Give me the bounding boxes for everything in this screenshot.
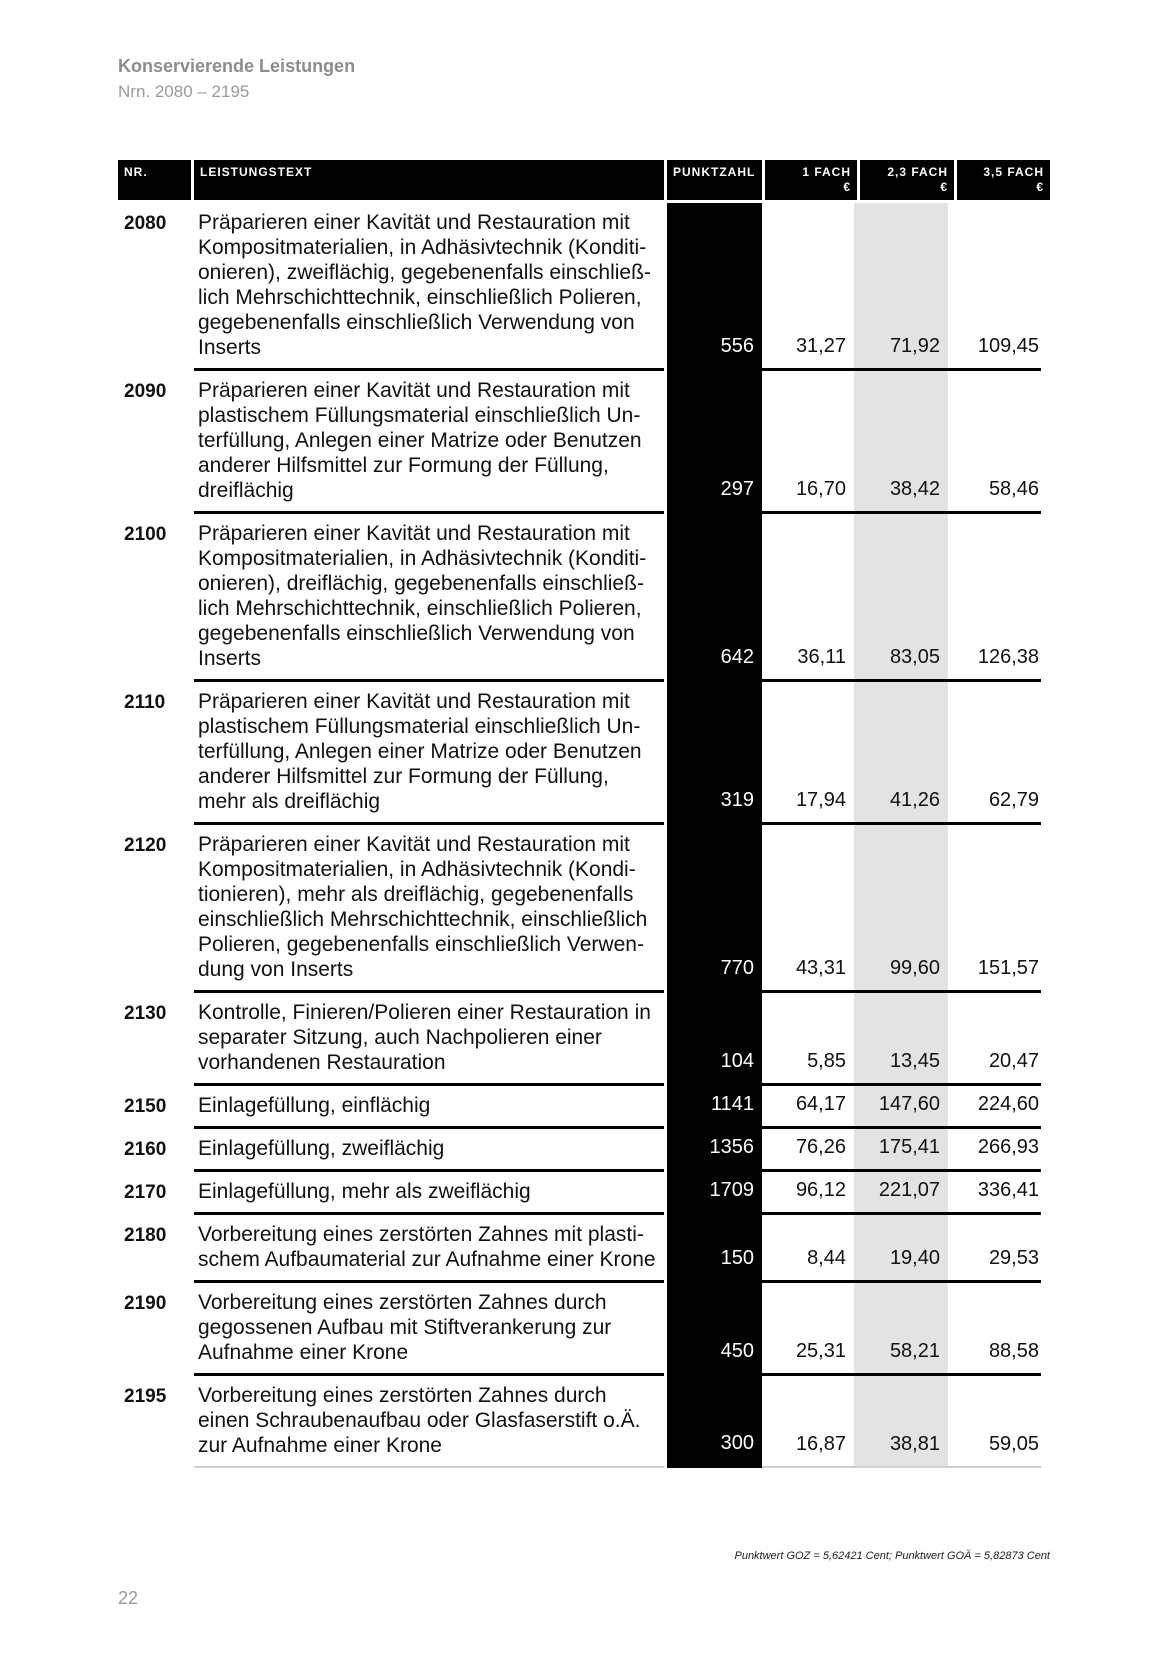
- row-nr: 2120: [124, 835, 167, 856]
- row-nr: 2150: [124, 1096, 167, 1117]
- row-1fach: 16,70: [762, 371, 854, 514]
- row-nr: 2080: [124, 213, 167, 234]
- table-row: [118, 1172, 1050, 1215]
- col-header-35fach-currency: €: [1036, 180, 1044, 194]
- row-35fach: 29,53: [948, 1215, 1041, 1283]
- row-23fach: 175,41: [854, 1129, 948, 1172]
- row-1fach: 16,87: [762, 1376, 854, 1468]
- section-title: Konservierende Leistungen: [118, 56, 356, 76]
- row-leistungstext: Einlagefüllung, zweiflächig: [194, 1129, 664, 1172]
- table-row: [118, 1283, 1050, 1376]
- row-35fach: 126,38: [948, 514, 1041, 682]
- row-1fach: 17,94: [762, 682, 854, 825]
- row-1fach: 43,31: [762, 825, 854, 993]
- row-23fach: 13,45: [854, 993, 948, 1086]
- section-subtitle: Nrn. 2080 – 2195: [118, 82, 250, 101]
- row-leistungstext: Vorbereitung eines zerstörten Zahnes durch gegossenen Aufbau mit Stiftverankerung zur Aufnahme einer Krone: [194, 1283, 664, 1376]
- table-header: [118, 160, 1050, 200]
- row-35fach: 109,45: [948, 203, 1041, 371]
- row-punktzahl: 1141: [667, 1086, 762, 1129]
- row-23fach: 38,81: [854, 1376, 948, 1468]
- col-header-punktzahl: PUNKTZAHL: [667, 160, 762, 200]
- table-row: [118, 1086, 1050, 1129]
- row-1fach: 36,11: [762, 514, 854, 682]
- row-leistungstext: Einlagefüllung, einflächig: [194, 1086, 664, 1129]
- table-row: [118, 203, 1050, 371]
- row-1fach: 25,31: [762, 1283, 854, 1376]
- row-punktzahl: 556: [667, 203, 762, 371]
- row-1fach: 76,26: [762, 1129, 854, 1172]
- row-23fach: 19,40: [854, 1215, 948, 1283]
- row-35fach: 62,79: [948, 682, 1041, 825]
- row-35fach: 336,41: [948, 1172, 1041, 1215]
- row-punktzahl: 319: [667, 682, 762, 825]
- row-leistungstext: Präparieren einer Kavität und Restauration mit Kompositmaterialien, in Adhäsivtechnik (Konditi-onieren), zweiflächig, gegebenenfalls einschließ-lich Mehrschichttechnik, einschließlich Polieren, gegebenenfalls einschließlich Verwendung von Inserts: [194, 203, 664, 371]
- row-nr: 2090: [124, 381, 167, 402]
- row-leistungstext: Präparieren einer Kavität und Restauration mit Kompositmaterialien, in Adhäsivtechnik (Konditi-onieren), dreiflächig, gegebenenfalls einschließ-lich Mehrschichttechnik, einschließlich Polieren, gegebenenfalls einschließlich Verwendung von Inserts: [194, 514, 664, 682]
- row-35fach: 20,47: [948, 993, 1041, 1086]
- row-23fach: 38,42: [854, 371, 948, 514]
- row-nr: 2160: [124, 1139, 167, 1160]
- col-header-23fach: [860, 160, 954, 200]
- table-row: [118, 371, 1050, 514]
- table-row: [118, 514, 1050, 682]
- fee-table: [118, 160, 1050, 1468]
- row-leistungstext: Präparieren einer Kavität und Restauration mit plastischem Füllungsmaterial einschließlich Un-terfüllung, Anlegen einer Matrize oder Benutzen anderer Hilfsmittel zur Formung der Füllung, mehr als dreiflächig: [194, 682, 664, 825]
- table-body: [118, 203, 1050, 1468]
- row-nr: 2180: [124, 1225, 167, 1246]
- row-1fach: 8,44: [762, 1215, 854, 1283]
- row-leistungstext: Vorbereitung eines zerstörten Zahnes durch einen Schraubenaufbau oder Glasfaserstift o.Ä. zur Aufnahme einer Krone: [194, 1376, 664, 1468]
- row-punktzahl: 150: [667, 1215, 762, 1283]
- table-row: [118, 682, 1050, 825]
- col-header-1fach-label: 1 FACH: [802, 165, 851, 179]
- row-punktzahl: 770: [667, 825, 762, 993]
- footnote-punktwert: Punktwert GOZ = 5,62421 Cent; Punktwert GOÄ = 5,82873 Cent: [734, 1550, 1050, 1562]
- row-35fach: 59,05: [948, 1376, 1041, 1468]
- row-punktzahl: 300: [667, 1376, 762, 1468]
- row-23fach: 83,05: [854, 514, 948, 682]
- row-1fach: 64,17: [762, 1086, 854, 1129]
- row-leistungstext: Vorbereitung eines zerstörten Zahnes mit plasti-schem Aufbaumaterial zur Aufnahme einer Krone: [194, 1215, 664, 1283]
- row-nr: 2130: [124, 1003, 167, 1024]
- col-header-1fach-currency: €: [843, 180, 851, 194]
- col-header-23fach-label: 2,3 FACH: [887, 165, 948, 179]
- row-leistungstext: Kontrolle, Finieren/Polieren einer Restauration in separater Sitzung, auch Nachpolieren einer vorhandenen Restauration: [194, 993, 664, 1086]
- row-punktzahl: 297: [667, 371, 762, 514]
- col-header-text: LEISTUNGSTEXT: [194, 160, 664, 200]
- row-punktzahl: 642: [667, 514, 762, 682]
- row-35fach: 88,58: [948, 1283, 1041, 1376]
- table-row: [118, 993, 1050, 1086]
- row-23fach: 147,60: [854, 1086, 948, 1129]
- row-35fach: 151,57: [948, 825, 1041, 993]
- row-1fach: 5,85: [762, 993, 854, 1086]
- col-header-35fach-label: 3,5 FACH: [983, 165, 1044, 179]
- table-row: [118, 1129, 1050, 1172]
- row-1fach: 31,27: [762, 203, 854, 371]
- row-leistungstext: Präparieren einer Kavität und Restauration mit Kompositmaterialien, in Adhäsivtechnik (Kondi-tionieren), mehr als dreiflächig, gegebenenfalls einschließlich Mehrschichttechnik, einschließlich Polieren, gegebenenfalls einschließlich Verwen-dung von Inserts: [194, 825, 664, 993]
- row-23fach: 71,92: [854, 203, 948, 371]
- page-number: 22: [118, 1588, 139, 1608]
- row-23fach: 58,21: [854, 1283, 948, 1376]
- row-nr: 2100: [124, 524, 167, 545]
- table-row: [118, 1376, 1050, 1468]
- row-35fach: 266,93: [948, 1129, 1041, 1172]
- row-leistungstext: Präparieren einer Kavität und Restauration mit plastischem Füllungsmaterial einschließlich Un-terfüllung, Anlegen einer Matrize oder Benutzen anderer Hilfsmittel zur Formung der Füllung, dreiflächig: [194, 371, 664, 514]
- row-nr: 2170: [124, 1182, 167, 1203]
- table-row: [118, 1215, 1050, 1283]
- col-header-nr: NR.: [118, 160, 191, 200]
- row-23fach: 41,26: [854, 682, 948, 825]
- row-23fach: 99,60: [854, 825, 948, 993]
- row-nr: 2195: [124, 1386, 167, 1407]
- col-header-35fach: [957, 160, 1050, 200]
- row-nr: 2110: [124, 692, 166, 713]
- row-23fach: 221,07: [854, 1172, 948, 1215]
- col-header-23fach-currency: €: [940, 180, 948, 194]
- row-leistungstext: Einlagefüllung, mehr als zweiflächig: [194, 1172, 664, 1215]
- row-1fach: 96,12: [762, 1172, 854, 1215]
- row-punktzahl: 104: [667, 993, 762, 1086]
- table-row: [118, 825, 1050, 993]
- row-punktzahl: 1356: [667, 1129, 762, 1172]
- row-35fach: 58,46: [948, 371, 1041, 514]
- row-punktzahl: 450: [667, 1283, 762, 1376]
- col-header-1fach: [765, 160, 857, 200]
- row-35fach: 224,60: [948, 1086, 1041, 1129]
- row-punktzahl: 1709: [667, 1172, 762, 1215]
- row-nr: 2190: [124, 1293, 167, 1314]
